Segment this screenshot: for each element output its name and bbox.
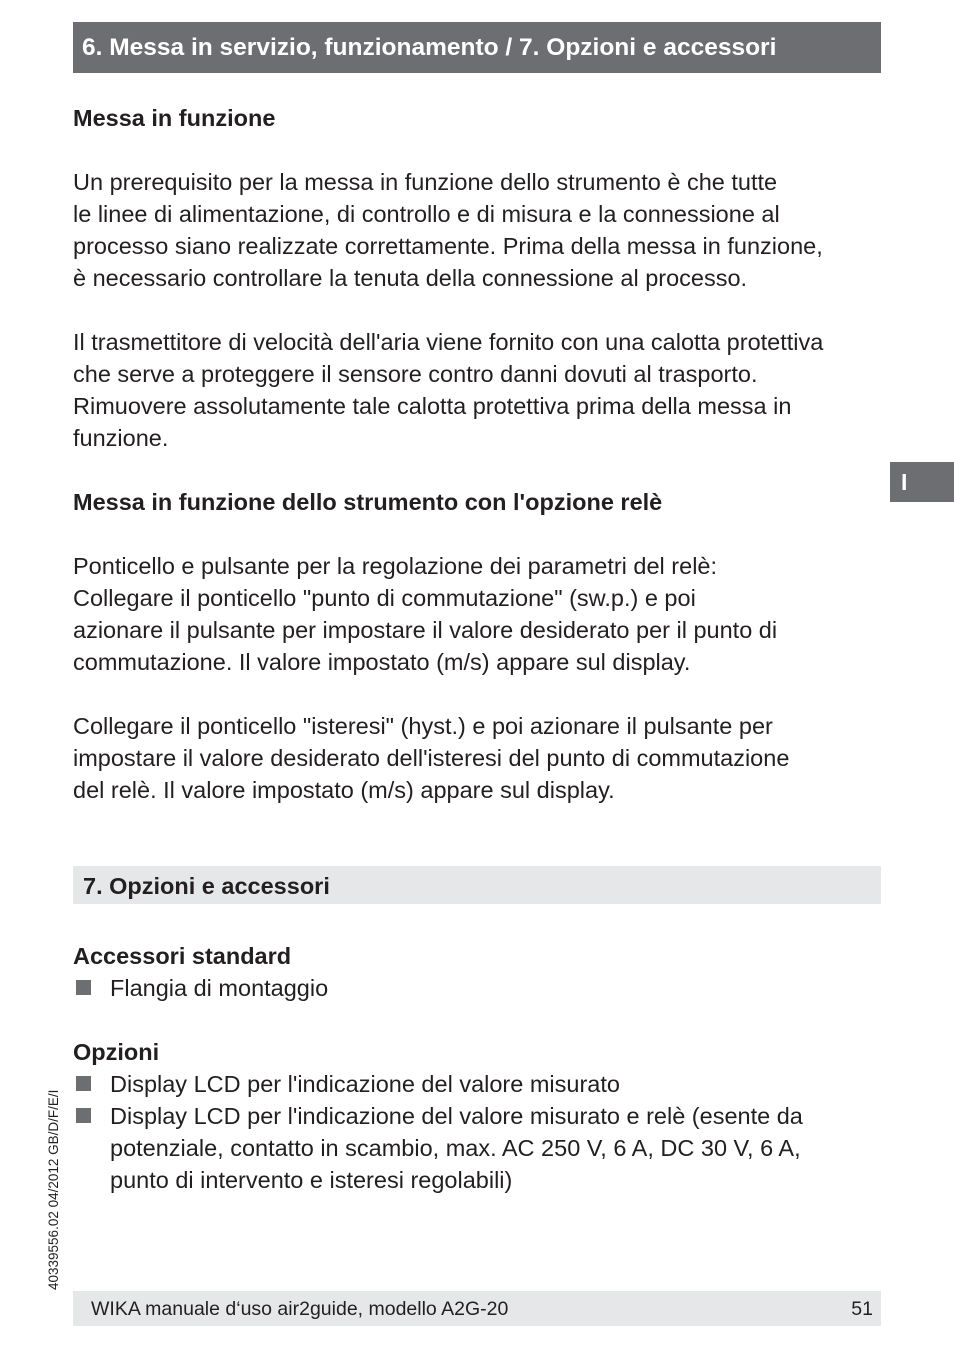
section-6-content — [73, 102, 885, 806]
section-7-header — [73, 866, 881, 904]
heading-relay-option: Messa in funzione dello strumento con l'opzione relè — [73, 489, 663, 515]
heading-options: Opzioni — [73, 1039, 160, 1065]
chapter-header — [73, 22, 881, 73]
heading-standard-accessories: Accessori standard — [73, 943, 292, 969]
standard-accessories-list — [73, 972, 885, 1004]
list-item: Display LCD per l'indicazione del valore misurato — [73, 1068, 885, 1100]
paragraph-protective-cap: Il trasmettitore di velocità dell'aria viene fornito con una calotta protettiva che serve a proteggere il sensore contro danni dovuti al trasporto. Rimuovere assolutamente tale calotta protettiva prima della messa in funzione. — [73, 329, 824, 451]
paragraph-switch-point: Ponticello e pulsante per la regolazione dei parametri del relè: Collegare il ponticello "punto di commutazione" (sw.p.) e poi azionare il pulsante per impostare il valore desiderato per il punto di commutazione. Il valore impostato (m/s) appare sul display. — [73, 553, 778, 675]
section-7-content — [73, 940, 885, 1196]
square-bullet-icon — [76, 1076, 91, 1091]
section-7-title: 7. Opzioni e accessori — [83, 873, 330, 899]
footer-text: WIKA manuale d‘uso air2guide, modello A2G-20 — [91, 1298, 509, 1320]
options-list — [73, 1068, 885, 1196]
list-item: Flangia di montaggio — [73, 972, 885, 1004]
square-bullet-icon — [76, 1108, 91, 1123]
page-number: 51 — [851, 1298, 873, 1320]
language-tab: I — [890, 462, 954, 502]
page-footer — [73, 1291, 881, 1326]
square-bullet-icon — [76, 980, 91, 995]
paragraph-hysteresis: Collegare il ponticello "isteresi" (hyst.) e poi azionare il pulsante per impostare il valore desiderato dell'isteresi del punto di commutazione del relè. Il valore impostato (m/s) appare sul display. — [73, 713, 790, 803]
heading-messa-in-funzione: Messa in funzione — [73, 105, 276, 131]
chapter-title: 6. Messa in servizio, funzionamento / 7. Opzioni e accessori — [82, 34, 777, 61]
paragraph-prerequisite: Un prerequisito per la messa in funzione dello strumento è che tutte le linee di alimentazione, di controllo e di misura e la connessione al processo siano realizzate correttamente. Prima della messa in funzione, è necessario controllare la tenuta della connessione al processo. — [73, 169, 823, 291]
document-code: 40339556.02 04/2012 GB/D/F/E/I — [46, 1089, 61, 1290]
list-item: Display LCD per l'indicazione del valore misurato e relè (esente da potenziale, contatto in scambio, max. AC 250 V, 6 A, DC 30 V, 6 A, punto di intervento e isteresi regolabili) — [73, 1100, 885, 1196]
